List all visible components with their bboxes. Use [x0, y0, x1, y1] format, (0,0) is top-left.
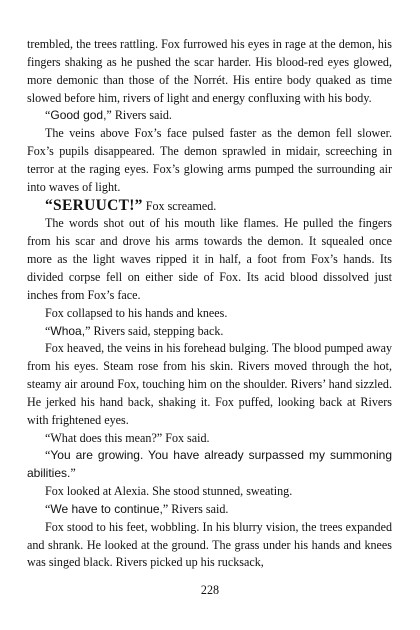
paragraph [27, 305, 392, 323]
paragraph [27, 430, 392, 448]
text-run: ” Rivers said. [162, 501, 229, 516]
text-run: “ [45, 108, 51, 123]
text-run: Fox stood to his feet, wobbling. In his blurry vision, the trees expanded and shrank. He looked at the ground. The grass under his hands and knees was singed black. Rivers picked up his rucksack, [27, 519, 392, 570]
dialogue-text: We have to continue, [50, 501, 163, 516]
paragraph [27, 323, 392, 341]
text-run: Fox collapsed to his hands and knees. [45, 305, 228, 320]
paragraph [27, 107, 392, 125]
text-run: Fox looked at Alexia. She stood stunned, sweating. [45, 484, 293, 499]
text-run: ” [70, 466, 76, 481]
paragraph [27, 340, 392, 429]
shouted-word: “SERUUCT!” [45, 196, 143, 214]
dialogue-text: Good god, [50, 108, 107, 123]
text-run: “What does this mean?” Fox said. [45, 430, 210, 445]
text-run: The veins above Fox’s face pulsed faster as the demon fell slower. Fox’s pupils disappeared. The demon sprawled in midair, screeching in terror at the raging eyes. Fox’s glowing arms pumped the surrounding air into waves of light. [27, 126, 392, 194]
page-number: 228 [200, 583, 220, 597]
text-run: Fox screamed. [142, 198, 217, 213]
paragraph [27, 36, 392, 107]
paragraph [27, 197, 392, 216]
body-text [27, 36, 392, 572]
text-run: ” Rivers said, stepping back. [85, 323, 224, 338]
paragraph [27, 447, 392, 483]
text-run: The words shot out of his mouth like flames. He pulled the fingers from his scar and drove his arms towards the demon. It squealed once more as the light waves ripped it in half, a foot from Fox’s hands. Its divided corpse fell on either side of Fox. Its acid blood dissolved just inches from Fox’s face. [27, 216, 392, 302]
text-run: Fox heaved, the veins in his forehead bulging. The blood pumped away from his eyes. Steam rose from his skin. Rivers moved through the hot, steamy air around Fox, touching him on the shoulder. Rivers’ hand sizzled. He jerked his hand back, shaking it. Fox puffed, looking back at Rivers with frightened eyes. [27, 341, 392, 427]
text-run: ” Rivers said. [106, 108, 172, 123]
paragraph [27, 215, 392, 304]
dialogue-text: Whoa, [50, 323, 86, 338]
text-run: trembled, the trees rattling. Fox furrowed his eyes in rage at the demon, his fingers shaking as he pushed the scar harder. His blood-red eyes glowed, more demonic than those of the Norrét. His entire body quaked as time slowed before him, rivers of light and energy confluxing with his body. [27, 37, 392, 105]
paragraph [27, 519, 392, 573]
text-run: “ [45, 501, 51, 516]
text-run: “ [45, 323, 51, 338]
paragraph [27, 483, 392, 501]
dialogue-text: You are growing. You have already surpassed my summoning abilities. [27, 448, 392, 481]
paragraph [27, 501, 392, 519]
paragraph [27, 125, 392, 196]
text-run: “ [45, 448, 51, 463]
